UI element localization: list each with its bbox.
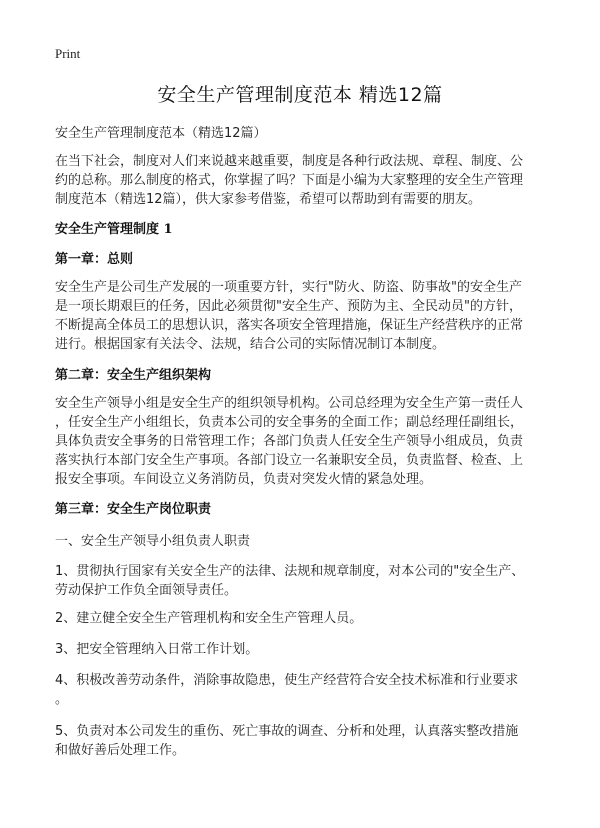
chapter2-paragraph <box>55 394 550 489</box>
duty-line: 1、贯彻执行国家有关安全生产的法律、法规和规章制度，对本公司的"安全生产、 <box>55 564 525 579</box>
intro-line: 约的总称。那么制度的格式，你掌握了吗？下面是小编为大家整理的安全生产管理 <box>55 173 524 188</box>
chapter1-line: 不断提高全体员工的思想认识，落实各项安全管理措施，保证生产经营秩序的正常 <box>55 318 524 333</box>
chapter2-line: 报安全事项。车间设立义务消防员，负责对突发火情的紧急处理。 <box>55 472 433 487</box>
chapter2-heading: 第二章：安全生产组织架构 <box>55 368 212 383</box>
duty-item <box>55 671 550 709</box>
duty-line: 5、负责对本公司发生的重伤、死亡事故的调查、分析和处理，认真落实整改措施 <box>55 724 519 739</box>
chapter2-line: 落实执行本部门安全生产事项。各部门设立一名兼职安全员，负责监督、检查、上 <box>55 453 524 468</box>
document-subtitle: 安全生产管理制度范本（精选12篇） <box>55 126 267 141</box>
print-label[interactable]: Print <box>55 46 81 61</box>
intro-line: 制度范本（精选12篇），供大家参考借鉴，希望可以帮助到有需要的朋友。 <box>55 192 482 207</box>
chapter3-subheading: 一、安全生产领导小组负责人职责 <box>55 534 251 549</box>
duty-line: 。 <box>55 692 69 707</box>
chapter2-line: 安全生产领导小组是安全生产的组织领导机构。公司总经理为安全生产第一责任人 <box>55 396 524 411</box>
duty-item <box>55 722 550 760</box>
chapter1-heading: 第一章：总则 <box>55 252 134 267</box>
duty-line: 和做好善后处理工作。 <box>55 743 186 758</box>
chapter1-line: 安全生产是公司生产发展的一项重要方针，实行"防火、防盗、防事故"的安全生产 <box>55 280 522 295</box>
chapter1-line: 进行。根据国家有关法令、法规，结合公司的实际情况制订本制度。 <box>55 337 446 352</box>
duty-line: 2、建立健全安全生产管理机构和安全生产管理人员。 <box>55 611 363 626</box>
chapter3-heading: 第三章：安全生产岗位职责 <box>55 502 212 517</box>
intro-paragraph <box>55 152 550 209</box>
chapter1-paragraph <box>55 278 550 354</box>
intro-line: 在当下社会，制度对人们来说越来越重要，制度是各种行政法规、章程、制度、公 <box>55 154 524 169</box>
duty-line: 3、把安全管理纳入日常工作计划。 <box>55 642 259 657</box>
duty-line: 4、积极改善劳动条件，消除事故隐患，使生产经营符合安全技术标准和行业要求 <box>55 673 519 688</box>
duty-item <box>55 640 550 659</box>
chapter1-line: 是一项长期艰巨的任务，因此必须贯彻"安全生产、预防为主、全民动员"的方针， <box>55 299 522 314</box>
chapter2-line: ，任安全生产小组组长，负责本公司的安全事务的全面工作；副总经理任副组长， <box>55 415 524 430</box>
section-title: 安全生产管理制度 1 <box>55 222 173 237</box>
duty-item <box>55 609 550 628</box>
duty-line: 劳动保护工作负全面领导责任。 <box>55 583 238 598</box>
duty-item <box>55 562 550 600</box>
document-title: 安全生产管理制度范本 精选12篇 <box>157 84 443 106</box>
chapter2-line: 具体负责安全事务的日常管理工作；各部门负责人任安全生产领导小组成员，负责 <box>55 434 524 449</box>
